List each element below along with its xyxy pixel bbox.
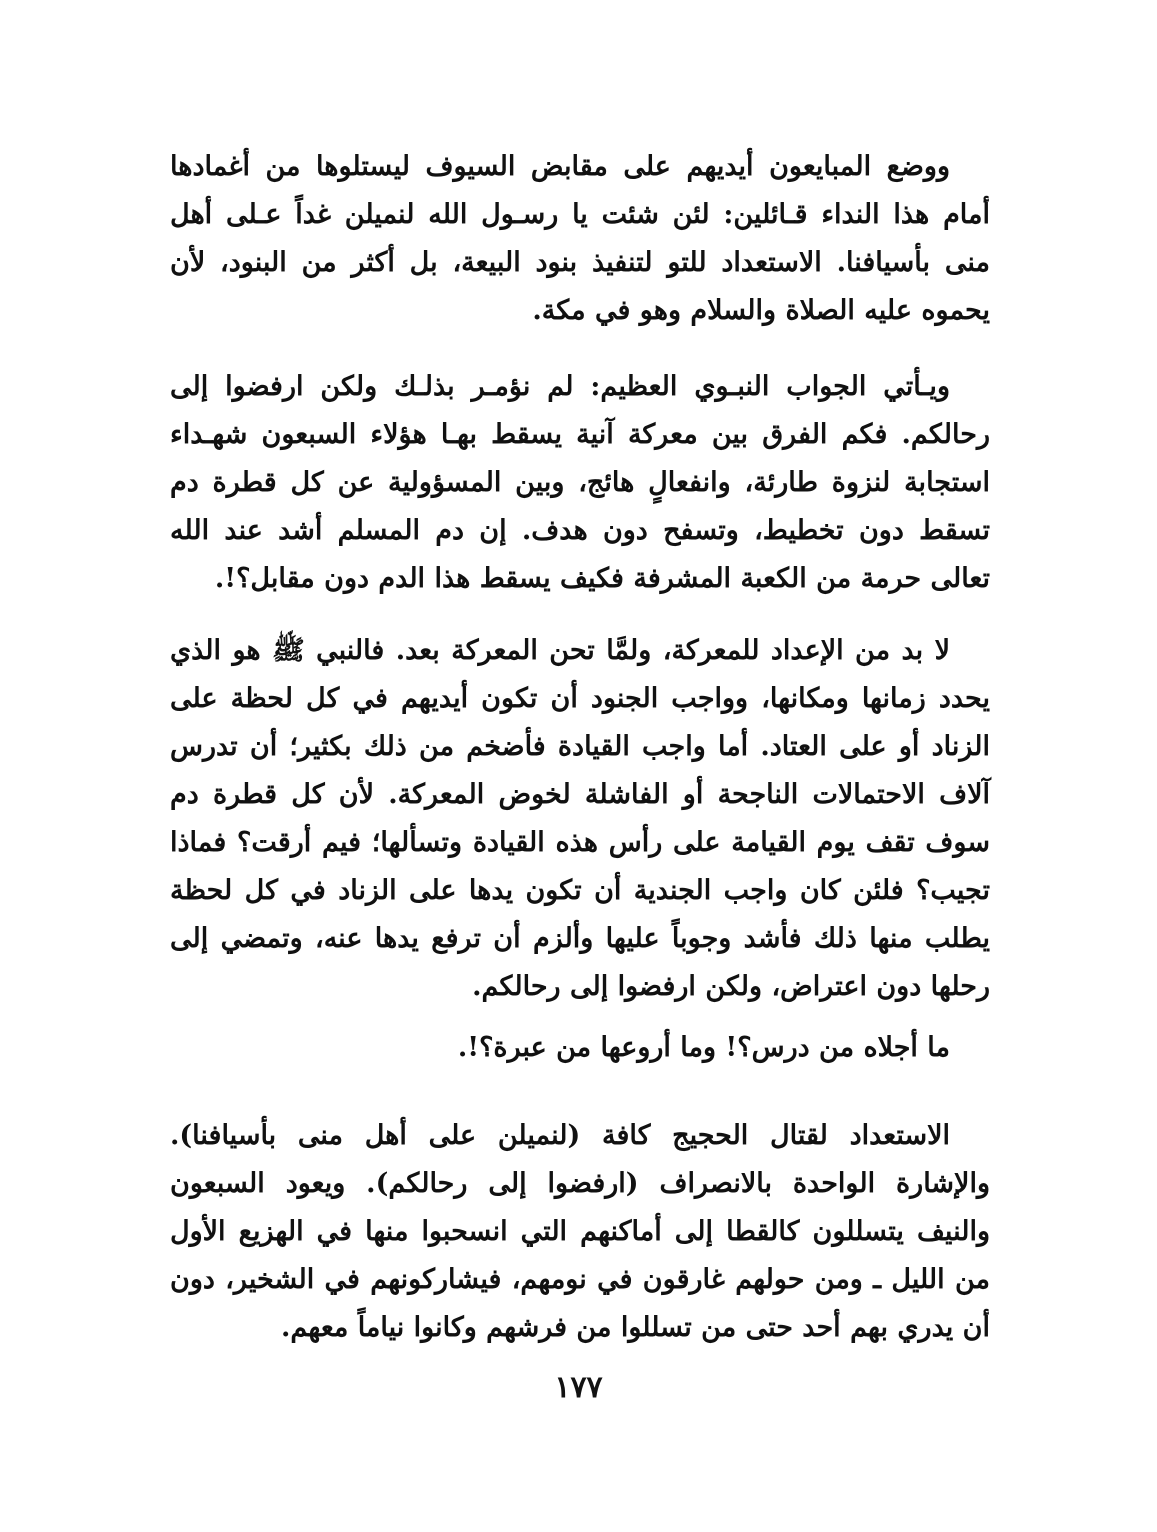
paragraph-1-text: ووضع المبايعون أيديهم على مقابض السيوف ليستلوها من أغمادها أمام هذا النداء قـائلين: لئن شئت يا رسـول الله لنميلن غداً عـلى أهل منى بأسيافنا. الاستعداد للتو لتنفيذ بنود البيعة، بل أكثر من البنود، لأن يحموه عليه الصلاة والسلام وهو في مكة.: [170, 151, 990, 326]
paragraph-4: [170, 1024, 990, 1072]
paragraph-5-text: الاستعداد لقتال الحجيج كافة (لنميلن على أهل منى بأسيافنا). والإشارة الواحدة بالانصراف (ارفضوا إلى رحالكم). ويعود السبعون والنيف يتسللون كالقطا إلى أماكنهم التي انسحبوا منها في الهزيع الأول من الليل ـ ومن حولهم غارقون في نومهم، فيشاركونهم في الشخير، دون أن يدري بهم أحد حتى من تسللوا من فرشهم وكانوا نياماً معهم.: [170, 1120, 990, 1343]
page-number: ١٧٧: [554, 1370, 603, 1405]
paragraph-5: [170, 1112, 990, 1352]
paragraph-3-text: لا بد من الإعداد للمعركة، ولمَّا تحن المعركة بعد. فالنبي ﷺ هو الذي يحدد زمانها ومكانها، وواجب الجنود أن تكون أيديهم في كل لحظة على الزناد أو على العتاد. أما واجب القيادة فأضخم من ذلك بكثير؛ أن تدرس آلاف الاحتمالات الناجحة أو الفاشلة لخوض المعركة. لأن كل قطرة دم سوف تقف يوم القيامة على رأس هذه القيادة وتسألها؛ فيم أرقت؟ فماذا تجيب؟ فلئن كان واجب الجندية أن تكون يدها على الزناد في كل لحظة يطلب منها ذلك فأشد وجوباً عليها وألزم أن ترفع يدها عنه، وتمضي إلى رحلها دون اعتراض، ولكن ارفضوا إلى رحالكم.: [170, 635, 990, 1002]
paragraph-2-text: ويـأتي الجواب النبـوي العظيم: لم نؤمـر بذلـك ولكن ارفضوا إلى رحالكم. فكم الفرق بين معركة آنية يسقط بهـا هؤلاء السبعون شهـداء استجابة لنزوة طارئة، وانفعالٍ هائج، وبين المسؤولية عن كل قطرة دم تسقط دون تخطيط، وتسفح دون هدف. إن دم المسلم أشد عند الله تعالى حرمة من الكعبة المشرفة فكيف يسقط هذا الدم دون مقابل؟!.: [170, 371, 990, 594]
paragraph-4-text: ما أجلاه من درس؟! وما أروعها من عبرة؟!.: [457, 1032, 950, 1063]
paragraph-1: [170, 143, 990, 335]
paragraph-2: [170, 363, 990, 603]
paragraph-3: [170, 627, 990, 1011]
